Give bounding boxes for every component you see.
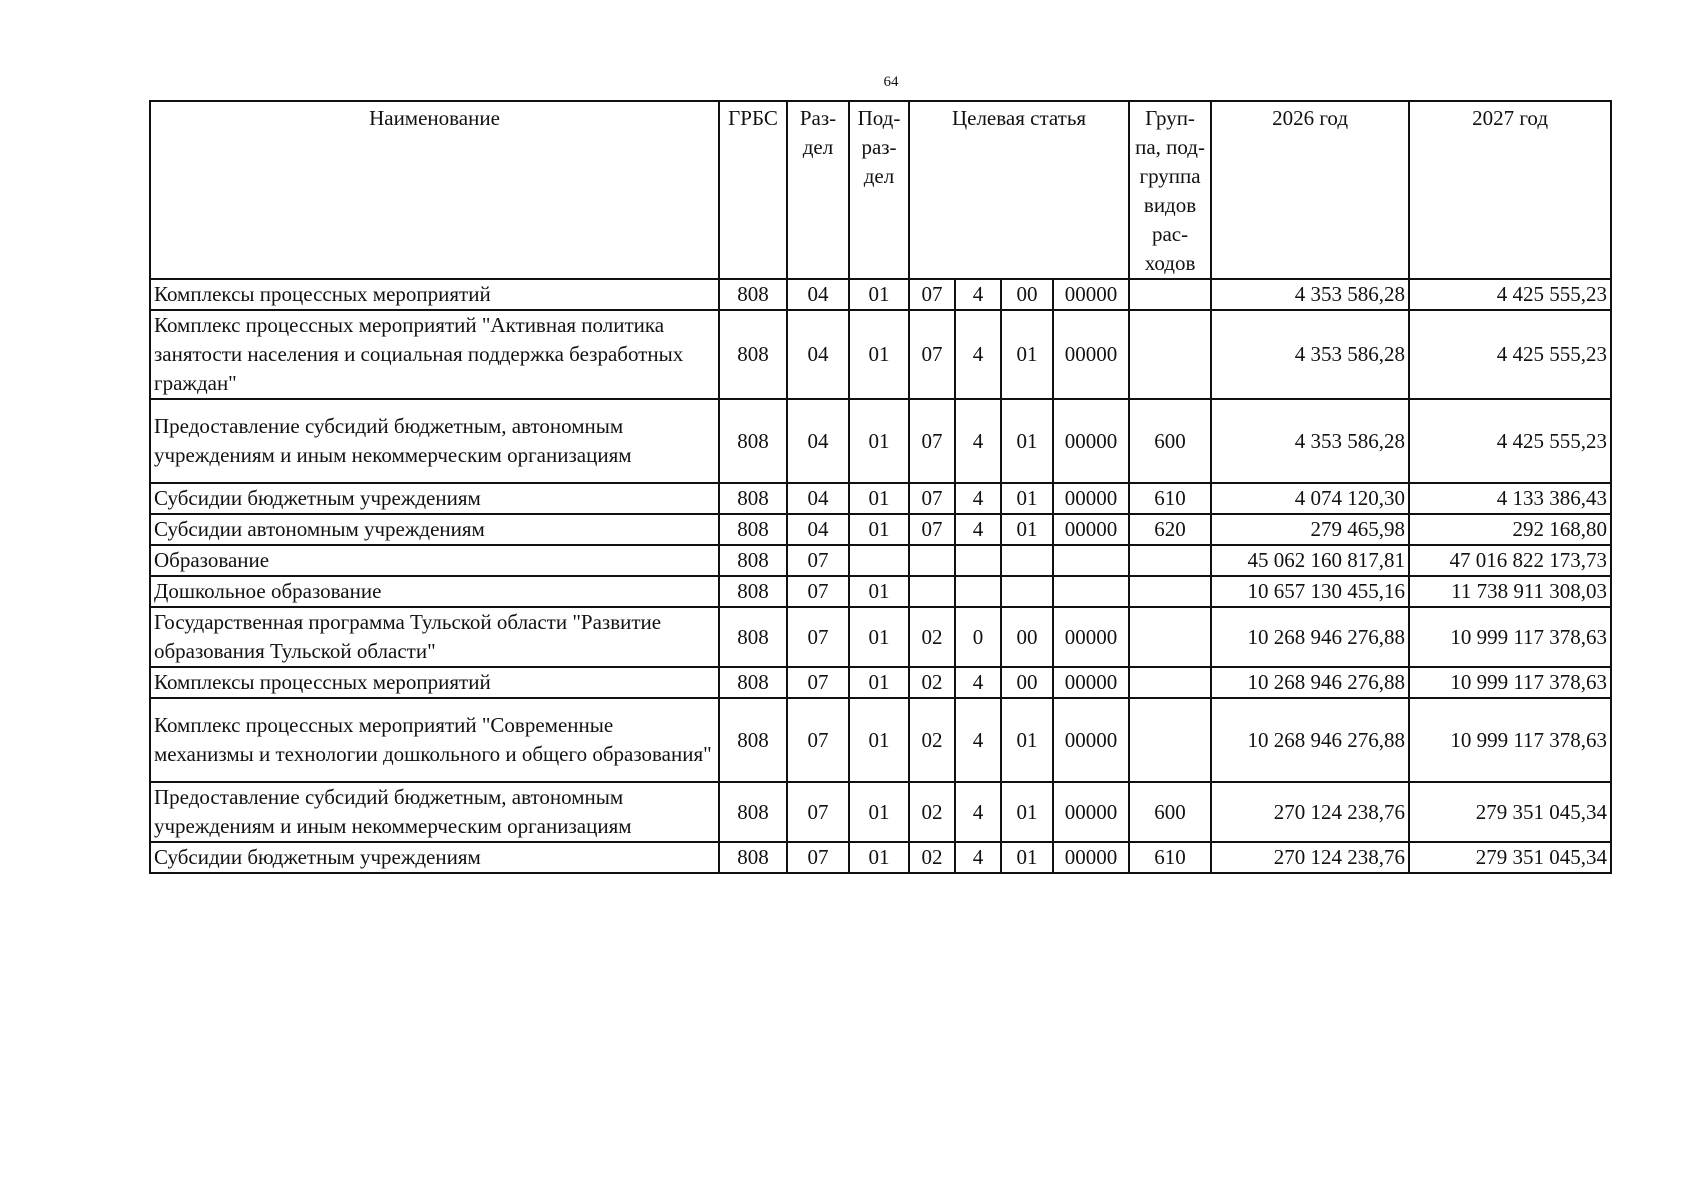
cell-target-program: 07 bbox=[909, 514, 955, 545]
cell-podrazdel bbox=[849, 545, 909, 576]
header-expense-group: Груп-па, под-группа видов рас-ходов bbox=[1129, 101, 1211, 279]
cell-name: Комплексы процессных мероприятий bbox=[150, 667, 719, 698]
header-name: Наименование bbox=[150, 101, 719, 279]
table-row bbox=[150, 399, 1611, 483]
cell-name: Комплексы процессных мероприятий bbox=[150, 279, 719, 310]
cell-amount-2027: 4 425 555,23 bbox=[1409, 310, 1611, 399]
cell-amount-2027: 279 351 045,34 bbox=[1409, 842, 1611, 873]
cell-target-direction bbox=[1053, 545, 1129, 576]
cell-podrazdel: 01 bbox=[849, 310, 909, 399]
cell-amount-2027: 10 999 117 378,63 bbox=[1409, 698, 1611, 782]
cell-name: Государственная программа Тульской области "Развитие образования Тульской области" bbox=[150, 607, 719, 667]
cell-target-subprogram: 01 bbox=[1001, 399, 1053, 483]
cell-razdel: 04 bbox=[787, 399, 849, 483]
cell-amount-2027: 47 016 822 173,73 bbox=[1409, 545, 1611, 576]
cell-target-subprogram bbox=[1001, 576, 1053, 607]
cell-target-subprogram: 01 bbox=[1001, 698, 1053, 782]
cell-grbs: 808 bbox=[719, 514, 787, 545]
cell-expense-group bbox=[1129, 545, 1211, 576]
cell-target-type: 0 bbox=[955, 607, 1001, 667]
cell-razdel: 07 bbox=[787, 698, 849, 782]
cell-amount-2027: 292 168,80 bbox=[1409, 514, 1611, 545]
cell-amount-2026: 4 353 586,28 bbox=[1211, 279, 1409, 310]
cell-target-subprogram: 00 bbox=[1001, 279, 1053, 310]
header-year-2027: 2027 год bbox=[1409, 101, 1611, 279]
cell-target-direction: 00000 bbox=[1053, 667, 1129, 698]
cell-name: Комплекс процессных мероприятий "Активная политика занятости населения и социальная поддержка безработных граждан" bbox=[150, 310, 719, 399]
table-header-row bbox=[150, 101, 1611, 279]
cell-name: Комплекс процессных мероприятий "Современные механизмы и технологии дошкольного и общего образования" bbox=[150, 698, 719, 782]
cell-razdel: 07 bbox=[787, 782, 849, 842]
table-body bbox=[150, 279, 1611, 873]
cell-target-program: 07 bbox=[909, 399, 955, 483]
cell-target-direction: 00000 bbox=[1053, 698, 1129, 782]
cell-expense-group bbox=[1129, 698, 1211, 782]
cell-amount-2027: 4 425 555,23 bbox=[1409, 399, 1611, 483]
cell-target-direction: 00000 bbox=[1053, 607, 1129, 667]
cell-podrazdel: 01 bbox=[849, 667, 909, 698]
cell-target-type: 4 bbox=[955, 279, 1001, 310]
cell-name: Субсидии бюджетным учреждениям bbox=[150, 842, 719, 873]
cell-name: Предоставление субсидий бюджетным, автономным учреждениям и иным некоммерческим организациям bbox=[150, 399, 719, 483]
table-row bbox=[150, 576, 1611, 607]
cell-podrazdel: 01 bbox=[849, 698, 909, 782]
cell-razdel: 07 bbox=[787, 667, 849, 698]
cell-amount-2026: 4 074 120,30 bbox=[1211, 483, 1409, 514]
cell-target-direction: 00000 bbox=[1053, 514, 1129, 545]
cell-name: Предоставление субсидий бюджетным, автономным учреждениям и иным некоммерческим организациям bbox=[150, 782, 719, 842]
cell-expense-group bbox=[1129, 279, 1211, 310]
cell-podrazdel: 01 bbox=[849, 842, 909, 873]
header-podrazdel: Под-раз-дел bbox=[849, 101, 909, 279]
cell-expense-group bbox=[1129, 607, 1211, 667]
cell-amount-2026: 10 268 946 276,88 bbox=[1211, 667, 1409, 698]
cell-amount-2026: 10 268 946 276,88 bbox=[1211, 698, 1409, 782]
cell-razdel: 07 bbox=[787, 842, 849, 873]
cell-amount-2027: 10 999 117 378,63 bbox=[1409, 607, 1611, 667]
cell-amount-2026: 10 657 130 455,16 bbox=[1211, 576, 1409, 607]
cell-target-subprogram: 01 bbox=[1001, 514, 1053, 545]
cell-grbs: 808 bbox=[719, 545, 787, 576]
cell-target-direction: 00000 bbox=[1053, 782, 1129, 842]
cell-grbs: 808 bbox=[719, 607, 787, 667]
cell-expense-group bbox=[1129, 310, 1211, 399]
cell-razdel: 07 bbox=[787, 576, 849, 607]
table-row bbox=[150, 514, 1611, 545]
cell-expense-group: 610 bbox=[1129, 842, 1211, 873]
cell-grbs: 808 bbox=[719, 279, 787, 310]
cell-amount-2026: 270 124 238,76 bbox=[1211, 782, 1409, 842]
cell-grbs: 808 bbox=[719, 782, 787, 842]
table-row bbox=[150, 782, 1611, 842]
cell-target-type: 4 bbox=[955, 698, 1001, 782]
cell-expense-group: 600 bbox=[1129, 782, 1211, 842]
cell-target-direction: 00000 bbox=[1053, 310, 1129, 399]
cell-target-program: 02 bbox=[909, 842, 955, 873]
cell-target-subprogram: 00 bbox=[1001, 607, 1053, 667]
cell-target-program bbox=[909, 545, 955, 576]
cell-target-program: 07 bbox=[909, 279, 955, 310]
header-year-2026: 2026 год bbox=[1211, 101, 1409, 279]
cell-target-subprogram: 01 bbox=[1001, 782, 1053, 842]
cell-expense-group: 620 bbox=[1129, 514, 1211, 545]
cell-target-subprogram: 01 bbox=[1001, 310, 1053, 399]
table-row bbox=[150, 310, 1611, 399]
cell-podrazdel: 01 bbox=[849, 279, 909, 310]
cell-amount-2027: 11 738 911 308,03 bbox=[1409, 576, 1611, 607]
cell-expense-group: 600 bbox=[1129, 399, 1211, 483]
cell-grbs: 808 bbox=[719, 842, 787, 873]
cell-target-direction: 00000 bbox=[1053, 399, 1129, 483]
cell-target-type: 4 bbox=[955, 782, 1001, 842]
cell-grbs: 808 bbox=[719, 698, 787, 782]
cell-amount-2026: 270 124 238,76 bbox=[1211, 842, 1409, 873]
cell-razdel: 07 bbox=[787, 607, 849, 667]
cell-amount-2027: 4 425 555,23 bbox=[1409, 279, 1611, 310]
cell-name: Образование bbox=[150, 545, 719, 576]
cell-podrazdel: 01 bbox=[849, 399, 909, 483]
table-row bbox=[150, 607, 1611, 667]
cell-target-program: 07 bbox=[909, 483, 955, 514]
cell-grbs: 808 bbox=[719, 310, 787, 399]
header-grbs: ГРБС bbox=[719, 101, 787, 279]
cell-amount-2027: 10 999 117 378,63 bbox=[1409, 667, 1611, 698]
header-razdel: Раз-дел bbox=[787, 101, 849, 279]
cell-target-subprogram bbox=[1001, 545, 1053, 576]
cell-target-type bbox=[955, 576, 1001, 607]
cell-target-type bbox=[955, 545, 1001, 576]
cell-target-subprogram: 00 bbox=[1001, 667, 1053, 698]
table-row bbox=[150, 667, 1611, 698]
cell-razdel: 04 bbox=[787, 483, 849, 514]
cell-podrazdel: 01 bbox=[849, 483, 909, 514]
cell-razdel: 04 bbox=[787, 279, 849, 310]
table-row bbox=[150, 279, 1611, 310]
cell-target-type: 4 bbox=[955, 842, 1001, 873]
cell-name: Субсидии бюджетным учреждениям bbox=[150, 483, 719, 514]
cell-target-type: 4 bbox=[955, 310, 1001, 399]
cell-target-type: 4 bbox=[955, 399, 1001, 483]
cell-name: Дошкольное образование bbox=[150, 576, 719, 607]
cell-target-type: 4 bbox=[955, 483, 1001, 514]
cell-expense-group bbox=[1129, 667, 1211, 698]
table-row bbox=[150, 483, 1611, 514]
cell-target-type: 4 bbox=[955, 667, 1001, 698]
cell-amount-2026: 279 465,98 bbox=[1211, 514, 1409, 545]
cell-amount-2026: 4 353 586,28 bbox=[1211, 310, 1409, 399]
cell-target-subprogram: 01 bbox=[1001, 842, 1053, 873]
cell-expense-group: 610 bbox=[1129, 483, 1211, 514]
header-target: Целевая статья bbox=[909, 101, 1129, 279]
cell-amount-2026: 45 062 160 817,81 bbox=[1211, 545, 1409, 576]
cell-target-program: 02 bbox=[909, 667, 955, 698]
cell-target-type: 4 bbox=[955, 514, 1001, 545]
cell-amount-2027: 4 133 386,43 bbox=[1409, 483, 1611, 514]
cell-amount-2027: 279 351 045,34 bbox=[1409, 782, 1611, 842]
cell-grbs: 808 bbox=[719, 399, 787, 483]
cell-target-program: 02 bbox=[909, 782, 955, 842]
page-number: 64 bbox=[883, 74, 899, 90]
cell-grbs: 808 bbox=[719, 483, 787, 514]
cell-razdel: 07 bbox=[787, 545, 849, 576]
cell-podrazdel: 01 bbox=[849, 782, 909, 842]
cell-target-program: 02 bbox=[909, 607, 955, 667]
table-row bbox=[150, 545, 1611, 576]
cell-grbs: 808 bbox=[719, 576, 787, 607]
cell-target-program: 07 bbox=[909, 310, 955, 399]
cell-name: Субсидии автономным учреждениям bbox=[150, 514, 719, 545]
cell-target-direction: 00000 bbox=[1053, 279, 1129, 310]
table-row bbox=[150, 698, 1611, 782]
table-row bbox=[150, 842, 1611, 873]
cell-target-subprogram: 01 bbox=[1001, 483, 1053, 514]
cell-target-program: 02 bbox=[909, 698, 955, 782]
cell-target-direction bbox=[1053, 576, 1129, 607]
cell-podrazdel: 01 bbox=[849, 607, 909, 667]
cell-podrazdel: 01 bbox=[849, 514, 909, 545]
cell-target-direction: 00000 bbox=[1053, 842, 1129, 873]
cell-razdel: 04 bbox=[787, 310, 849, 399]
cell-grbs: 808 bbox=[719, 667, 787, 698]
cell-razdel: 04 bbox=[787, 514, 849, 545]
cell-expense-group bbox=[1129, 576, 1211, 607]
cell-amount-2026: 4 353 586,28 bbox=[1211, 399, 1409, 483]
cell-podrazdel: 01 bbox=[849, 576, 909, 607]
budget-table bbox=[149, 100, 1612, 874]
cell-amount-2026: 10 268 946 276,88 bbox=[1211, 607, 1409, 667]
cell-target-direction: 00000 bbox=[1053, 483, 1129, 514]
cell-target-program bbox=[909, 576, 955, 607]
